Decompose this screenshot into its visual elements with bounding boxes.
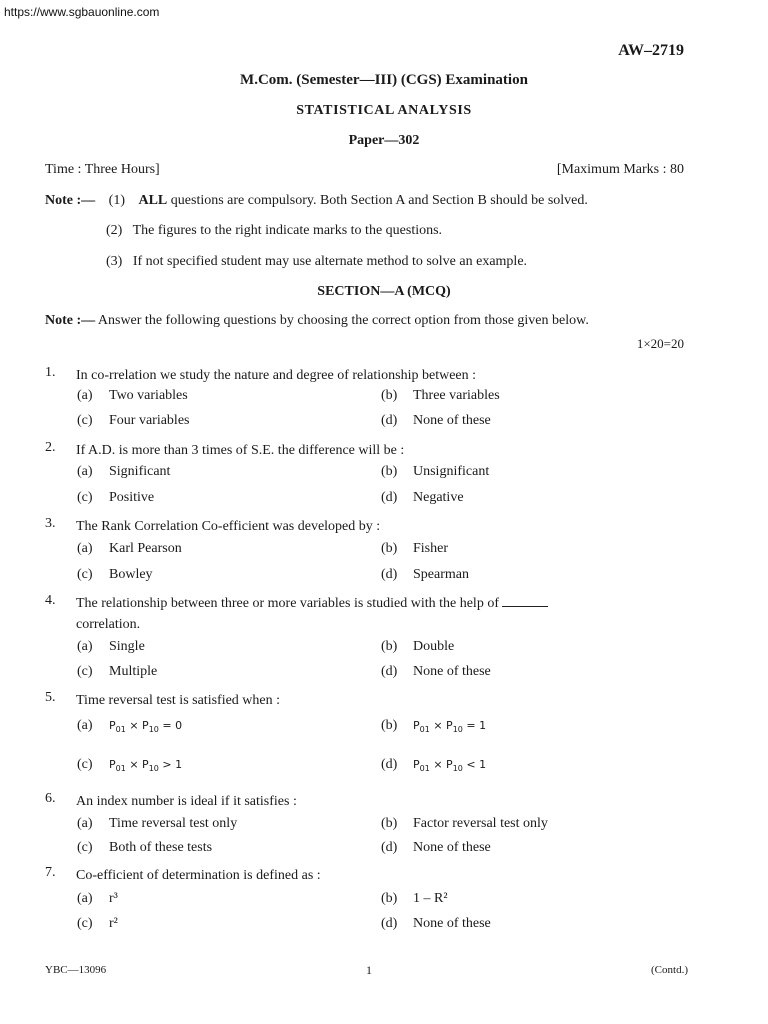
question-2 <box>45 440 685 510</box>
option-d: (d) None of these <box>381 664 491 679</box>
option-d: (d) $P_{01} \times P_{10} < 1$ <box>381 757 487 774</box>
option-d: (d) Spearman <box>381 567 469 582</box>
question-1 <box>45 365 685 435</box>
page-number: 1 <box>366 963 372 977</box>
question-text: Co-efficient of determination is defined as : <box>76 868 321 883</box>
question-7 <box>45 865 685 940</box>
question-6 <box>45 791 685 861</box>
question-text: If A.D. is more than 3 times of S.E. the difference will be : <box>76 443 405 458</box>
question-5 <box>45 690 685 780</box>
question-number: 3. <box>45 516 56 531</box>
question-text: Time reversal test is satisfied when : <box>76 693 281 708</box>
option-b: (b) Double <box>381 639 455 654</box>
option-b: (b) 1 – R² <box>381 891 448 906</box>
question-number: 2. <box>45 440 56 455</box>
formula: $P_{01} \times P_{10} > 1$ <box>109 758 183 774</box>
question-4 <box>45 593 685 683</box>
option-a: (a) Two variables <box>77 388 188 403</box>
question-3 <box>45 516 685 586</box>
question-text: The Rank Correlation Co-efficient was developed by : <box>76 519 381 534</box>
question-number: 4. <box>45 593 56 608</box>
question-number: 5. <box>45 690 56 705</box>
option-b: (b) Factor reversal test only <box>381 816 548 831</box>
note-3: (3) If not specified student may use alternate method to solve an example. <box>106 254 528 269</box>
option-a: (a) r³ <box>77 891 118 906</box>
option-c: (c) Both of these tests <box>77 840 213 855</box>
note-1-number: (1) <box>108 193 125 208</box>
option-c: (c) Four variables <box>77 413 190 428</box>
question-text-line-2: correlation. <box>76 617 141 632</box>
exam-title: M.Com. (Semester—III) (CGS) Examination <box>240 72 528 88</box>
maximum-marks: [Maximum Marks : 80 <box>556 162 684 177</box>
question-text <box>76 593 686 635</box>
option-b: (b) Unsignificant <box>381 464 490 479</box>
section-a-marks: 1×20=20 <box>636 336 684 351</box>
section-a-note-text: Answer the following questions by choosing the correct option from those given below. <box>95 313 589 328</box>
paper-code: AW–2719 <box>618 42 684 59</box>
note-label: Note :— <box>45 193 96 208</box>
fill-in-blank <box>502 596 548 607</box>
subject-title: STATISTICAL ANALYSIS <box>296 103 472 118</box>
note-1 <box>45 193 588 209</box>
time-allowed: Time : Three Hours] <box>45 162 160 177</box>
section-a-note <box>45 313 589 329</box>
option-c: (c) r² <box>77 916 118 931</box>
footer-code: YBC—13096 <box>45 964 107 976</box>
option-b: (b) Fisher <box>381 541 448 556</box>
question-number: 6. <box>45 791 56 806</box>
question-number: 7. <box>45 865 56 880</box>
option-c: (c) Bowley <box>77 567 153 582</box>
question-text: In co-rrelation we study the nature and degree of relationship between : <box>76 368 477 383</box>
formula: $P_{01} \times P_{10} = 1$ <box>413 719 487 735</box>
option-a: (a) Significant <box>77 464 171 479</box>
option-a: (a) Single <box>77 639 145 654</box>
option-b: (b) Three variables <box>381 388 500 403</box>
section-a-title: SECTION—A (MCQ) <box>317 284 451 299</box>
option-c: (c) $P_{01} \times P_{10} > 1$ <box>77 757 183 774</box>
option-c: (c) Positive <box>77 490 155 505</box>
note-1-text: questions are compulsory. Both Section A and Section B should be solved. <box>167 193 588 208</box>
option-d: (d) None of these <box>381 413 491 428</box>
option-a: (a) $P_{01} \times P_{10} = 0$ <box>77 718 183 735</box>
formula: $P_{01} \times P_{10} < 1$ <box>413 758 487 774</box>
question-number: 1. <box>45 365 56 380</box>
contd-label: (Contd.) <box>651 964 688 976</box>
note-2: (2) The figures to the right indicate marks to the questions. <box>106 223 443 238</box>
option-a: (a) Karl Pearson <box>77 541 182 556</box>
option-d: (d) Negative <box>381 490 464 505</box>
source-url: https://www.sgbauonline.com <box>4 5 160 19</box>
option-d: (d) None of these <box>381 916 491 931</box>
note-1-bold: ALL <box>138 193 168 208</box>
option-d: (d) None of these <box>381 840 491 855</box>
section-a-note-label: Note :— <box>45 313 96 328</box>
paper-number: Paper—302 <box>348 133 420 148</box>
option-c: (c) Multiple <box>77 664 158 679</box>
option-a: (a) Time reversal test only <box>77 816 238 831</box>
question-text: An index number is ideal if it satisfies : <box>76 794 297 809</box>
option-b: (b) $P_{01} \times P_{10} = 1$ <box>381 718 487 735</box>
question-text-line: The relationship between three or more variables is studied with the help of <box>76 596 499 611</box>
formula: $P_{01} \times P_{10} = 0$ <box>109 719 183 735</box>
